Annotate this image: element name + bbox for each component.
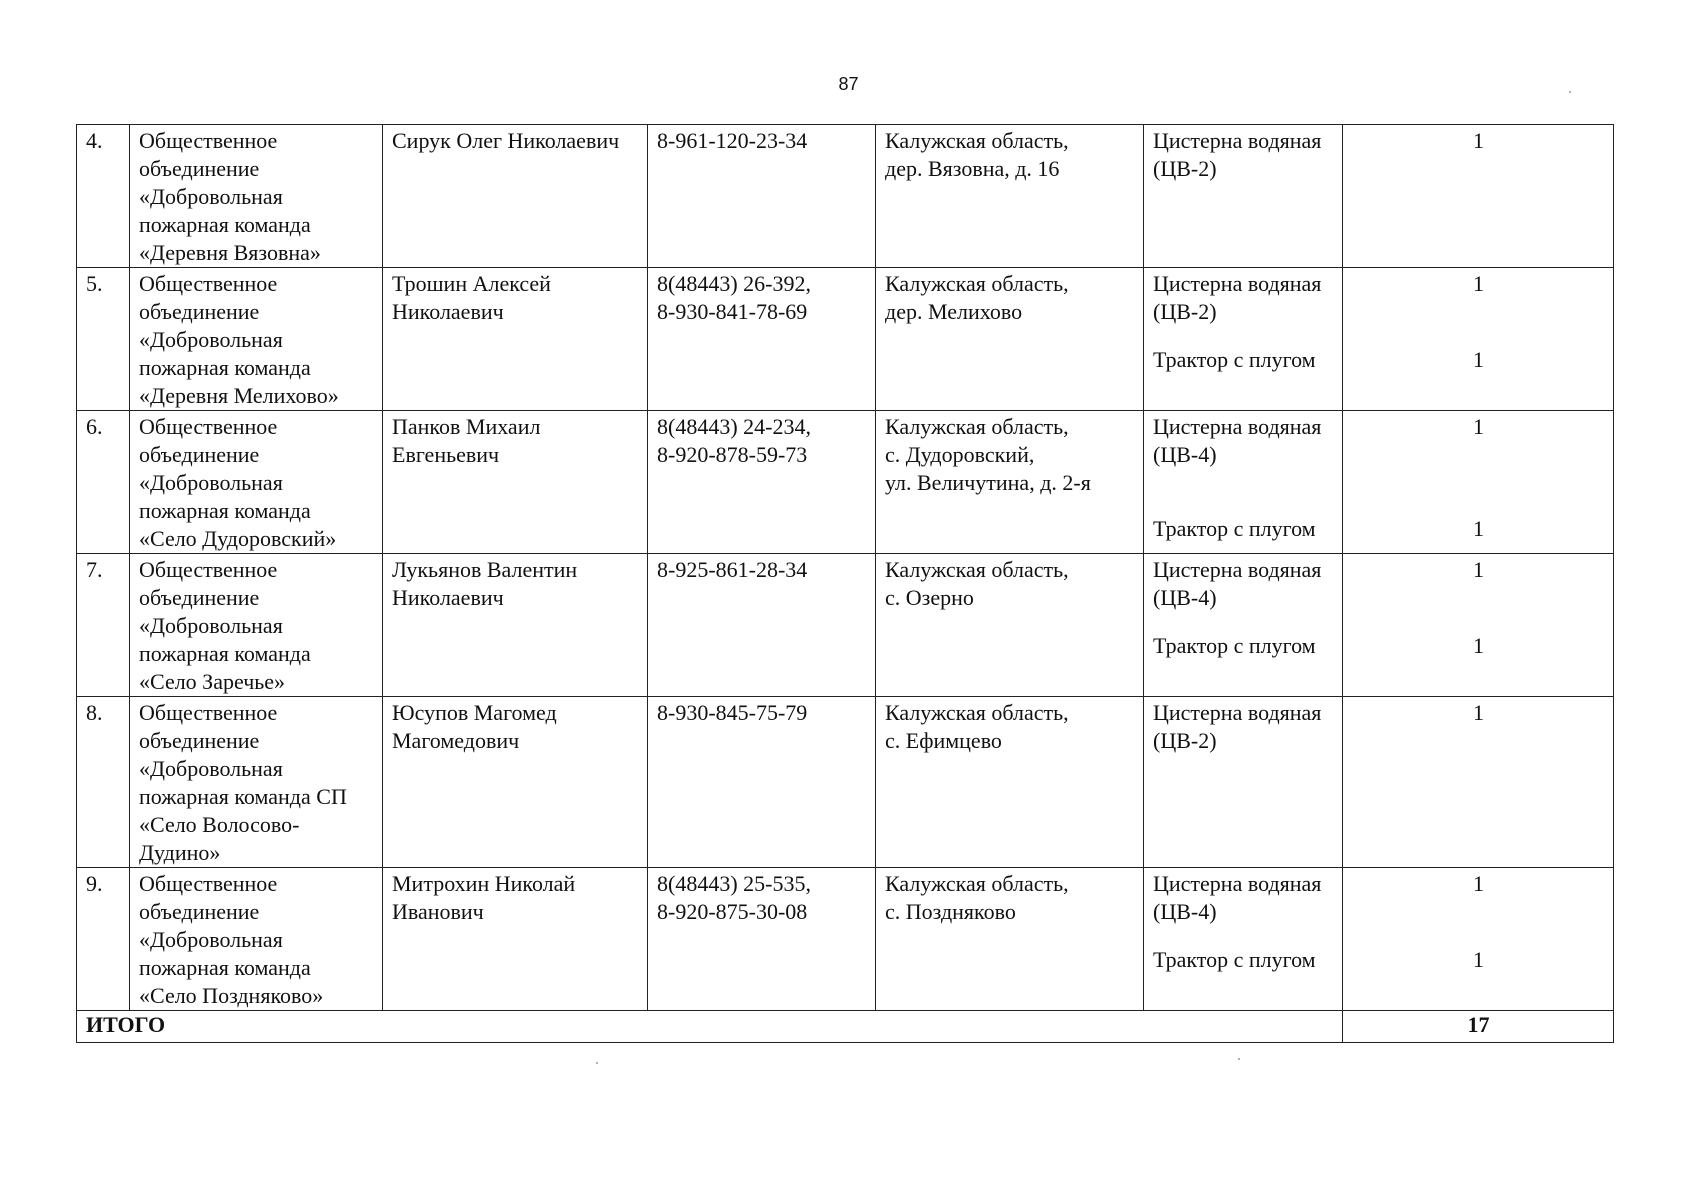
organization-cell: Общественное объединение «Добровольная пожарная команда СП «Село Волосово- Дудино» — [130, 697, 383, 868]
phone-cell: 8(48443) 26-392, 8-930-841-78-69 — [648, 268, 876, 411]
fire-brigades-table — [76, 124, 1614, 1043]
quantity-value: 1 — [1473, 271, 1484, 296]
table-row — [77, 868, 1614, 1011]
address-cell: Калужская область, с. Поздняково — [876, 868, 1144, 1011]
person-cell: Митрохин Николай Иванович — [383, 868, 648, 1011]
row-number: 8. — [77, 697, 130, 868]
equipment-item: Цистерна водяная (ЦВ-4) — [1153, 557, 1322, 610]
quantity-value: 1 — [1473, 557, 1484, 582]
scan-speck — [1569, 91, 1571, 93]
total-value: 17 — [1343, 1011, 1614, 1043]
table-row — [77, 268, 1614, 411]
organization-cell: Общественное объединение «Добровольная пожарная команда «Село Дудоровский» — [130, 411, 383, 554]
equipment-item: Цистерна водяная (ЦВ-2) — [1153, 128, 1322, 181]
organization-cell: Общественное объединение «Добровольная пожарная команда «Деревня Мелихово» — [130, 268, 383, 411]
quantity-value: 1 — [1473, 871, 1484, 896]
quantity-value: 1 — [1473, 700, 1484, 725]
table-row — [77, 697, 1614, 868]
address-cell: Калужская область, с. Озерно — [876, 554, 1144, 697]
address-cell: Калужская область, дер. Вязовна, д. 16 — [876, 125, 1144, 268]
quantity-value: 1 — [1473, 414, 1484, 439]
quantity-cell — [1343, 868, 1614, 1011]
equipment-cell — [1144, 697, 1343, 868]
person-cell: Панков Михаил Евгеньевич — [383, 411, 648, 554]
row-number: 5. — [77, 268, 130, 411]
quantity-value: 1 — [1473, 633, 1484, 658]
person-cell: Сирук Олег Николаевич — [383, 125, 648, 268]
equipment-item: Цистерна водяная (ЦВ-4) — [1153, 414, 1322, 467]
equipment-item: Цистерна водяная (ЦВ-4) — [1153, 871, 1322, 924]
equipment-cell — [1144, 411, 1343, 554]
quantity-value: 1 — [1473, 516, 1484, 541]
address-cell: Калужская область, с. Ефимцево — [876, 697, 1144, 868]
person-cell: Лукьянов Валентин Николаевич — [383, 554, 648, 697]
row-number: 9. — [77, 868, 130, 1011]
table-row — [77, 554, 1614, 697]
quantity-cell — [1343, 411, 1614, 554]
phone-cell: 8-961-120-23-34 — [648, 125, 876, 268]
total-label: ИТОГО — [77, 1011, 1343, 1043]
address-cell: Калужская область, с. Дудоровский, ул. Величутина, д. 2-я — [876, 411, 1144, 554]
organization-cell: Общественное объединение «Добровольная пожарная команда «Село Поздняково» — [130, 868, 383, 1011]
equipment-cell — [1144, 868, 1343, 1011]
person-cell: Юсупов Магомед Магомедович — [383, 697, 648, 868]
equipment-item: Трактор с плугом — [1153, 347, 1316, 372]
phone-cell: 8-925-861-28-34 — [648, 554, 876, 697]
table-row — [77, 125, 1614, 268]
organization-cell: Общественное объединение «Добровольная пожарная команда «Село Заречье» — [130, 554, 383, 697]
phone-cell: 8-930-845-75-79 — [648, 697, 876, 868]
quantity-cell — [1343, 554, 1614, 697]
equipment-item: Цистерна водяная (ЦВ-2) — [1153, 271, 1322, 324]
phone-cell: 8(48443) 25-535, 8-920-875-30-08 — [648, 868, 876, 1011]
equipment-cell — [1144, 125, 1343, 268]
quantity-value: 1 — [1473, 347, 1484, 372]
quantity-cell — [1343, 268, 1614, 411]
address-cell: Калужская область, дер. Мелихово — [876, 268, 1144, 411]
row-number: 4. — [77, 125, 130, 268]
quantity-value: 1 — [1473, 947, 1484, 972]
equipment-item: Трактор с плугом — [1153, 947, 1316, 972]
row-number: 7. — [77, 554, 130, 697]
person-cell: Трошин Алексей Николаевич — [383, 268, 648, 411]
equipment-cell — [1144, 554, 1343, 697]
scan-speck — [1238, 1058, 1240, 1060]
quantity-cell — [1343, 125, 1614, 268]
equipment-item: Трактор с плугом — [1153, 516, 1316, 541]
table-row — [77, 411, 1614, 554]
quantity-cell — [1343, 697, 1614, 868]
page-number: 87 — [838, 74, 859, 94]
equipment-item: Цистерна водяная (ЦВ-2) — [1153, 700, 1322, 753]
phone-cell: 8(48443) 24-234, 8-920-878-59-73 — [648, 411, 876, 554]
scan-speck — [596, 1062, 598, 1064]
quantity-value: 1 — [1473, 128, 1484, 153]
organization-cell: Общественное объединение «Добровольная пожарная команда «Деревня Вязовна» — [130, 125, 383, 268]
equipment-cell — [1144, 268, 1343, 411]
equipment-item: Трактор с плугом — [1153, 633, 1316, 658]
total-row — [77, 1011, 1614, 1043]
row-number: 6. — [77, 411, 130, 554]
